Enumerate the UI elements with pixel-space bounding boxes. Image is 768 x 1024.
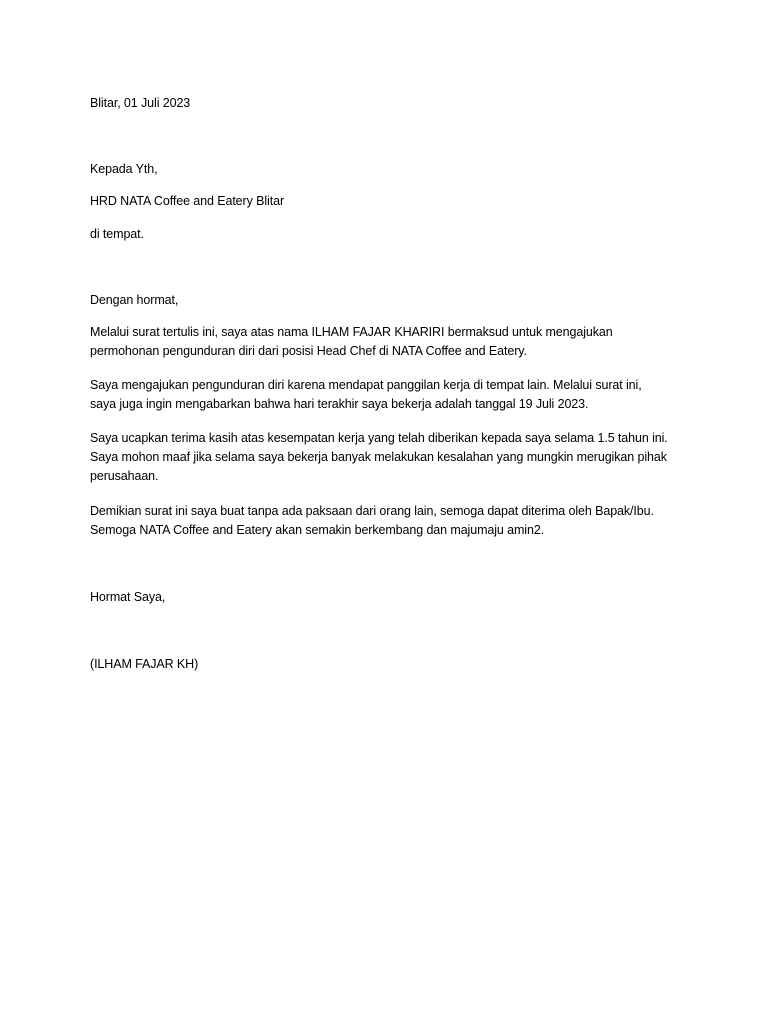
paragraph-closing	[90, 502, 690, 540]
paragraph-line: Saya mohon maaf jika selama saya bekerja banyak melakukan kesalahan yang mungkin merugikan pihak	[90, 450, 667, 464]
paragraph-line: Semoga NATA Coffee and Eatery akan semakin berkembang dan majumaju amin2.	[90, 523, 545, 537]
place-date: Blitar, 01 Juli 2023	[90, 96, 191, 110]
paragraph-reason	[90, 376, 690, 414]
greeting: Dengan hormat,	[90, 293, 179, 307]
paragraph-line: permohonan pengunduran diri dari posisi Head Chef di NATA Coffee and Eatery.	[90, 344, 527, 358]
paragraph-line: Melalui surat tertulis ini, saya atas nama ILHAM FAJAR KHARIRI bermaksud untuk mengajukan	[90, 325, 613, 339]
paragraph-thanks	[90, 429, 690, 486]
closing-salutation: Hormat Saya,	[90, 590, 166, 604]
paragraph-line: perusahaan.	[90, 469, 159, 483]
recipient-salutation: Kepada Yth,	[90, 162, 158, 176]
paragraph-line: saya juga ingin mengabarkan bahwa hari terakhir saya bekerja adalah tanggal 19 Juli 2023.	[90, 397, 589, 411]
recipient-location: di tempat.	[90, 227, 144, 241]
paragraph-line: Demikian surat ini saya buat tanpa ada paksaan dari orang lain, semoga dapat diterima oleh Bapak/Ibu.	[90, 504, 654, 518]
paragraph-line: Saya ucapkan terima kasih atas kesempatan kerja yang telah diberikan kepada saya selama 1.5 tahun ini.	[90, 431, 668, 445]
paragraph-intent	[90, 323, 690, 361]
recipient-name: HRD NATA Coffee and Eatery Blitar	[90, 194, 285, 208]
paragraph-line: Saya mengajukan pengunduran diri karena mendapat panggilan kerja di tempat lain. Melalui surat ini,	[90, 378, 642, 392]
signature-name: (ILHAM FAJAR KH)	[90, 657, 199, 671]
